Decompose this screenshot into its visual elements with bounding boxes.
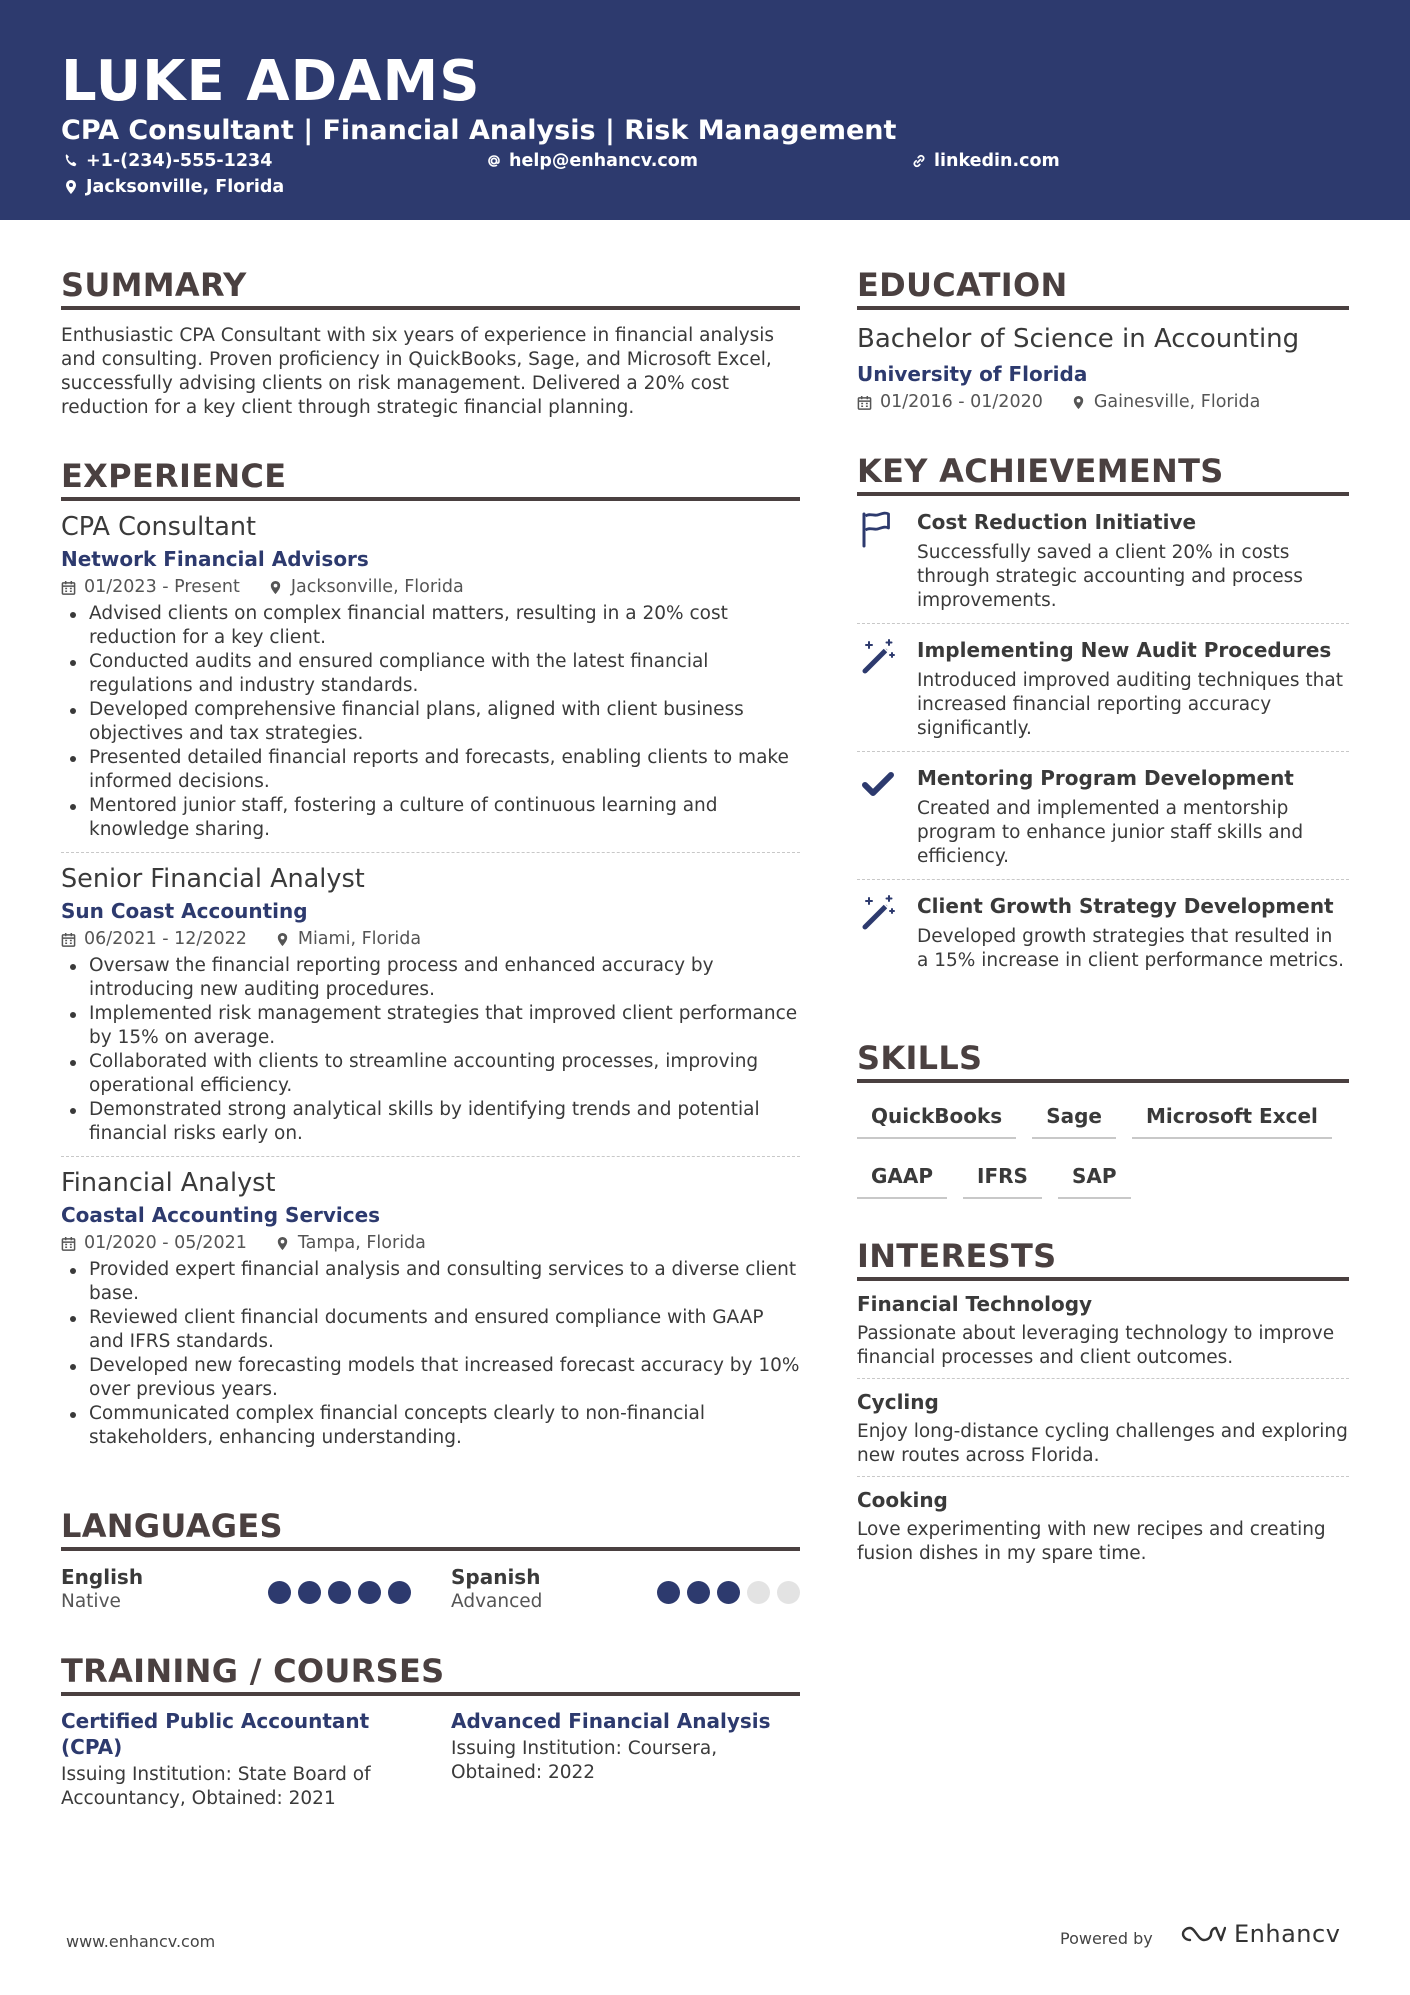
header [0, 0, 1410, 220]
rating-dot-empty [747, 1581, 770, 1604]
location-pin-icon [63, 179, 79, 195]
achievement-item [857, 752, 1349, 880]
achievement-title: Mentoring Program Development [917, 766, 1294, 790]
rating-dot-filled [687, 1581, 710, 1604]
interest-item [857, 1379, 1349, 1477]
language-level: Advanced [451, 1591, 543, 1612]
phone-icon [63, 153, 79, 169]
interest-description: Enjoy long-distance cycling challenges and exploring new routes across Florida. [857, 1421, 1348, 1466]
job-dates: 01/2023 - Present [84, 577, 240, 597]
bullet-item: Communicated complex financial concepts clearly to non-financial stakeholders, enhancing understanding. [61, 1402, 800, 1450]
job-location: Tampa, Florida [297, 1233, 426, 1253]
flag-icon [859, 510, 897, 548]
interest-title: Financial Technology [857, 1292, 1093, 1316]
education-dates: 01/2016 - 01/2020 [880, 392, 1043, 412]
interest-description: Love experimenting with new recipes and creating fusion dishes in my spare time. [857, 1519, 1326, 1564]
bullet-item: Reviewed client financial documents and ensured compliance with GAAP and IFRS standards. [61, 1306, 800, 1354]
powered-by-label: Powered by [1060, 1929, 1153, 1948]
job-meta [61, 1230, 800, 1256]
job-entry [61, 1157, 800, 1460]
interest-item [857, 1281, 1349, 1379]
course-description: Issuing Institution: Coursera, Obtained: 2022 [451, 1738, 718, 1783]
location-pin-icon [1071, 395, 1086, 410]
achievement-title: Implementing New Audit Procedures [917, 638, 1332, 662]
course-item [61, 1708, 451, 1811]
job-dates: 06/2021 - 12/2022 [84, 929, 247, 949]
phone-contact [63, 149, 272, 173]
summary-section [61, 266, 800, 420]
calendar-icon [61, 580, 76, 595]
education-location: Gainesville, Florida [1093, 392, 1261, 412]
course-title: Advanced Financial Analysis [451, 1709, 771, 1733]
rating-dot-filled [717, 1581, 740, 1604]
interest-description: Passionate about leveraging technology to improve financial processes and client outcomes. [857, 1323, 1335, 1368]
course-title: Certified Public Accountant (CPA) [61, 1709, 370, 1759]
bullet-item: Implemented risk management strategies that improved client performance by 15% on average. [61, 1002, 800, 1050]
bullet-item: Advised clients on complex financial matters, resulting in a 20% cost reduction for a key client. [61, 602, 800, 650]
section-title: EXPERIENCE [61, 457, 800, 501]
linkedin-contact[interactable] [911, 149, 1060, 173]
education-degree: Bachelor of Science in Accounting [857, 324, 1300, 354]
rating-dot-filled [268, 1581, 291, 1604]
language-name: English [61, 1565, 144, 1589]
location-contact [63, 175, 284, 199]
job-location: Jacksonville, Florida [290, 577, 464, 597]
achievement-item [857, 880, 1349, 983]
job-title: CPA Consultant [61, 512, 256, 542]
course-list [61, 1708, 800, 1811]
job-list [61, 501, 800, 1460]
interest-title: Cooking [857, 1488, 948, 1512]
job-dates: 01/2020 - 05/2021 [84, 1233, 247, 1253]
achievement-item [857, 496, 1349, 624]
skill-tag: QuickBooks [857, 1097, 1016, 1139]
course-description: Issuing Institution: State Board of Accountancy, Obtained: 2021 [61, 1764, 371, 1809]
calendar-icon [61, 932, 76, 947]
rating-dot-filled [328, 1581, 351, 1604]
achievement-description: Introduced improved auditing techniques that increased financial reporting accuracy significantly. [917, 670, 1343, 739]
candidate-name: LUKE ADAMS [61, 49, 481, 114]
language-rating [268, 1581, 411, 1604]
skill-tag: Sage [1032, 1097, 1116, 1139]
magic-wand-icon [859, 638, 897, 676]
job-company: Sun Coast Accounting [61, 899, 308, 923]
magic-wand-icon [859, 894, 897, 932]
achievement-title: Client Growth Strategy Development [917, 894, 1334, 918]
email-contact[interactable] [486, 149, 698, 173]
achievements-section [857, 452, 1349, 983]
linkedin-text[interactable]: linkedin.com [934, 151, 1060, 171]
skill-list [857, 1097, 1349, 1217]
job-meta [61, 926, 800, 952]
brand-name: Enhancv [1234, 1920, 1341, 1948]
location-text: Jacksonville, Florida [86, 177, 285, 197]
calendar-icon [857, 395, 872, 410]
location-pin-icon [268, 580, 283, 595]
job-company: Coastal Accounting Services [61, 1203, 381, 1227]
enhancv-logo-icon [1180, 1921, 1226, 1947]
language-item [451, 1565, 800, 1614]
job-location-wrap [268, 574, 464, 600]
rating-dot-empty [777, 1581, 800, 1604]
job-meta [61, 574, 800, 600]
bullet-item: Conducted audits and ensured compliance with the latest financial regulations and industry standards. [61, 650, 800, 698]
section-title: LANGUAGES [61, 1507, 800, 1551]
education-location-wrap [1071, 389, 1260, 415]
bullet-item: Provided expert financial analysis and consulting services to a diverse client base. [61, 1258, 800, 1306]
section-title: TRAINING / COURSES [61, 1652, 800, 1696]
education-meta [857, 389, 1349, 415]
language-rating [657, 1581, 800, 1604]
interests-section [857, 1237, 1349, 1574]
section-title: INTERESTS [857, 1237, 1349, 1281]
checkmark-icon [859, 766, 897, 804]
bullet-item: Mentored junior staff, fostering a culture of continuous learning and knowledge sharing. [61, 794, 800, 842]
calendar-icon [61, 1236, 76, 1251]
bullet-item: Developed new forecasting models that increased forecast accuracy by 10% over previous years. [61, 1354, 800, 1402]
at-icon [486, 153, 502, 169]
bullet-item: Presented detailed financial reports and forecasts, enabling clients to make informed decisions. [61, 746, 800, 794]
phone-text: +1-(234)-555-1234 [86, 151, 273, 171]
job-bullets [61, 954, 800, 1146]
job-entry [61, 501, 800, 853]
skills-section [857, 1039, 1349, 1217]
section-title: KEY ACHIEVEMENTS [857, 452, 1349, 496]
summary-text: Enthusiastic CPA Consultant with six years of experience in financial analysis and consulting. Proven proficiency in QuickBooks, Sage, and Microsoft Excel, successfully advising clients on risk management. Delivered a 20% cost reduction for a key client through strategic financial planning. [61, 325, 775, 418]
education-section [857, 266, 1349, 415]
language-name: Spanish [451, 1565, 541, 1589]
achievement-item [857, 624, 1349, 752]
rating-dot-filled [298, 1581, 321, 1604]
experience-section [61, 457, 800, 1460]
training-section [61, 1652, 800, 1811]
rating-dot-filled [657, 1581, 680, 1604]
skill-tag: GAAP [857, 1157, 947, 1199]
job-location: Miami, Florida [297, 929, 422, 949]
job-bullets [61, 602, 800, 842]
headline: CPA Consultant | Financial Analysis | Risk Management [61, 115, 897, 146]
skill-tag: SAP [1058, 1157, 1131, 1199]
achievement-list [857, 496, 1349, 983]
bullet-item: Developed comprehensive financial plans, aligned with client business objectives and tax strategies. [61, 698, 800, 746]
language-item [61, 1565, 451, 1614]
job-company: Network Financial Advisors [61, 547, 369, 571]
job-title: Financial Analyst [61, 1168, 276, 1198]
achievement-title: Cost Reduction Initiative [917, 510, 1197, 534]
brand-logo[interactable] [1180, 1920, 1340, 1948]
rating-dot-filled [358, 1581, 381, 1604]
bullet-item: Demonstrated strong analytical skills by identifying trends and potential financial risks early on. [61, 1098, 800, 1146]
section-title: EDUCATION [857, 266, 1349, 310]
languages-section [61, 1507, 800, 1614]
achievement-description: Created and implemented a mentorship program to enhance junior staff skills and efficiency. [917, 798, 1304, 867]
footer-url[interactable]: www.enhancv.com [66, 1932, 216, 1951]
achievement-description: Developed growth strategies that resulted in a 15% increase in client performance metrics. [917, 926, 1344, 971]
job-title: Senior Financial Analyst [61, 864, 365, 894]
skill-tag: Microsoft Excel [1132, 1097, 1332, 1139]
job-bullets [61, 1258, 800, 1450]
bullet-item: Oversaw the financial reporting process and enhanced accuracy by introducing new auditing procedures. [61, 954, 800, 1002]
section-title: SKILLS [857, 1039, 1349, 1083]
language-list [61, 1565, 800, 1614]
interest-title: Cycling [857, 1390, 939, 1414]
email-text[interactable]: help@enhancv.com [509, 151, 699, 171]
education-school: University of Florida [857, 362, 1088, 386]
job-location-wrap [275, 1230, 426, 1256]
course-item [451, 1708, 800, 1811]
achievement-description: Successfully saved a client 20% in costs through strategic accounting and process improvements. [917, 542, 1303, 611]
language-level: Native [61, 1591, 121, 1612]
interest-list [857, 1281, 1349, 1574]
job-entry [61, 853, 800, 1157]
job-location-wrap [275, 926, 421, 952]
location-pin-icon [275, 1236, 290, 1251]
skill-tag: IFRS [963, 1157, 1042, 1199]
interest-item [857, 1477, 1349, 1574]
link-icon [911, 153, 927, 169]
bullet-item: Collaborated with clients to streamline accounting processes, improving operational efficiency. [61, 1050, 800, 1098]
location-pin-icon [275, 932, 290, 947]
rating-dot-filled [388, 1581, 411, 1604]
section-title: SUMMARY [61, 266, 800, 310]
